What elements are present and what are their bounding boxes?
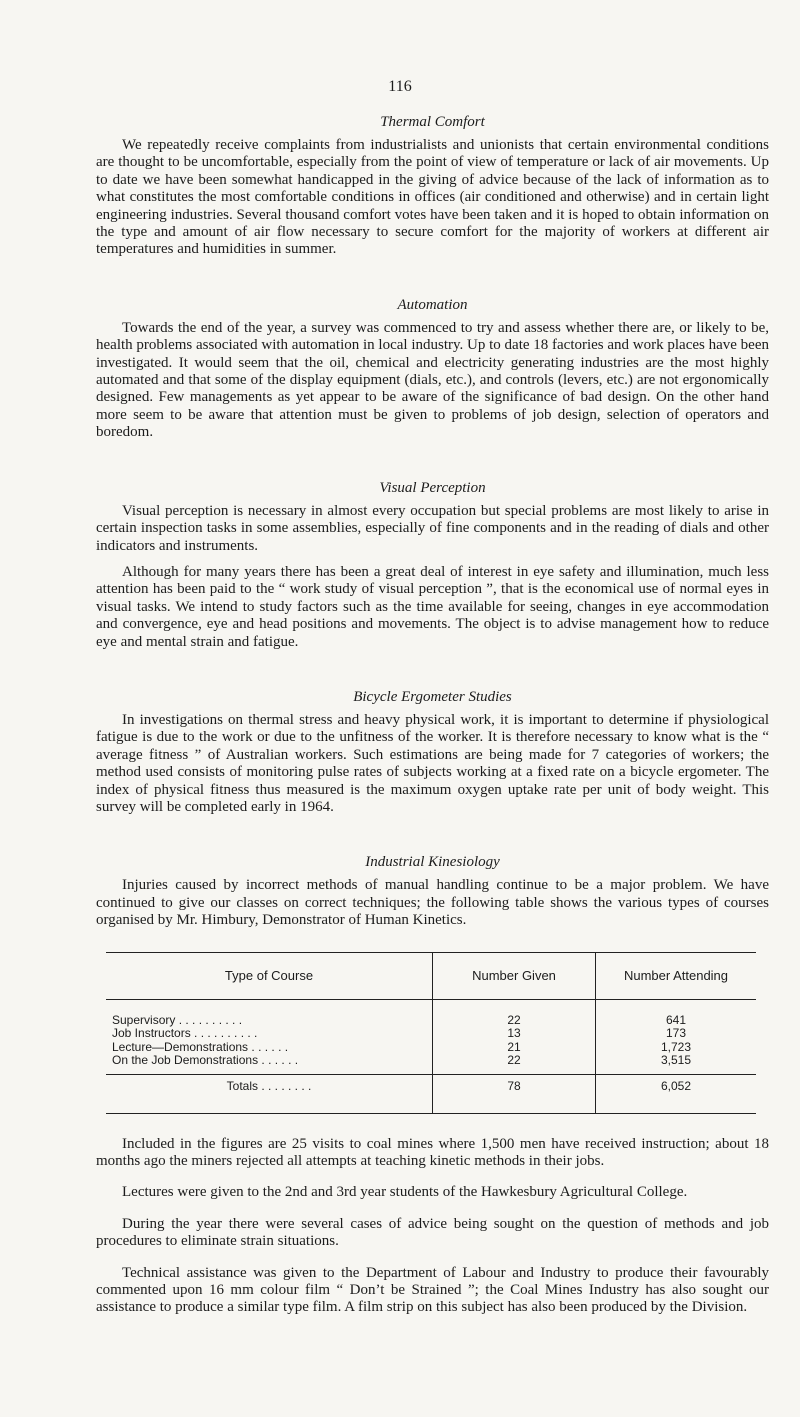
section-automation [96, 297, 769, 442]
table-row [106, 1041, 756, 1055]
table-totals-row [106, 1074, 756, 1113]
number-given: 22 [433, 999, 596, 1027]
table-header-row [106, 952, 756, 999]
header-type-of-course: Type of Course [106, 952, 433, 999]
paragraph: Visual perception is necessary in almost every occupation but special problems are most likely to arise in certain inspection tasks in some assemblies, especially of fine components and in the reading of dials and other indicators and instruments. [96, 502, 769, 554]
course-type: Supervisory . . . . . . . . . . [112, 1012, 243, 1027]
section-thermal-comfort [96, 114, 769, 259]
number-attending: 1,723 [660, 1039, 692, 1054]
number-attending: 641 [665, 1012, 687, 1027]
number-attending: 173 [665, 1026, 687, 1041]
number-given: 22 [433, 1054, 596, 1074]
header-number-attending: Number Attending [596, 952, 757, 999]
section-visual-perception [96, 480, 769, 651]
number-given: 13 [433, 1027, 596, 1041]
totals-given: 78 [433, 1074, 596, 1113]
paragraph: We repeatedly receive complaints from industrialists and unionists that certain environmental conditions are thought to be uncomfortable, especially from the point of view of temperature or lack of air movements. Up to date we have been somewhat handicapped in the giving of advice because of the lack of information as to what constitutes the most comfortable conditions in offices (air conditioned and otherwise) and in certain light engineering industries. Several thousand comfort votes have been taken and it is hoped to obtain information on the type and amount of air flow necessary to secure comfort for the majority of workers at different air temperatures and humidities in summer. [96, 137, 769, 258]
table-row [106, 999, 756, 1027]
paragraph: Injuries caused by incorrect methods of manual handling continue to be a major problem. We have continued to give our classes on correct techniques; the following table shows the various types of courses organised by Mr. Himbury, Demonstrator of Human Kinetics. [96, 877, 769, 929]
section-heading: Automation [397, 296, 468, 313]
paragraph: In investigations on thermal stress and heavy physical work, it is important to determine if physiological fatigue is due to the work or due to the unfitness of the worker. It is therefore necessary to know what is the “ average fitness ” of Australian workers. Such estimations are being made for 7 categories of workers; the method used consists of monitoring pulse rates of subjects working at a fixed rate on a bicycle ergometer. The index of physical fitness thus measured is the maximum oxygen uptake rate per unit of body weight. This survey will be completed early in 1964. [96, 711, 769, 815]
paragraph: Lectures were given to the 2nd and 3rd year students of the Hawkesbury Agricultural College. [122, 1184, 688, 1201]
paragraph: Towards the end of the year, a survey was commenced to try and assess whether there are, or likely to be, health problems associated with automation in local industry. Up to date 18 factories and work places have been investigated. It would seem that the oil, chemical and electricity generating industries are the most highly automated and that some of the display equipment (dials, etc.), and controls (levers, etc.) are not ergonomically designed. Few managements as yet appear to be aware of the significance of bad design. On the other hand more seem to be aware that attention must be given to problems of job design, selection of operators and boredom. [96, 319, 769, 441]
totals-label: Totals . . . . . . . . [106, 1074, 433, 1113]
page-content [96, 114, 769, 1317]
table-row [106, 1027, 756, 1041]
paragraph: Included in the figures are 25 visits to coal mines where 1,500 men have received instruction; about 18 months ago the miners rejected all attempts at teaching kinetic methods in their jobs. [96, 1135, 769, 1169]
course-type: On the Job Demonstrations . . . . . . [112, 1053, 299, 1068]
paragraph: During the year there were several cases of advice being sought on the question of methods and job procedures to eliminate strain situations. [96, 1215, 769, 1250]
table-row [106, 1054, 756, 1074]
section-industrial-kinesiology [96, 854, 769, 929]
section-heading: Thermal Comfort [380, 114, 485, 130]
totals-attending: 6,052 [596, 1074, 757, 1113]
section-heading: Industrial Kinesiology [365, 854, 500, 871]
paragraph: Technical assistance was given to the Department of Labour and Industry to produce their favourably commented upon 16 mm colour film “ Don’t be Strained ”; the Coal Mines Industry has also sought our assistance to produce a similar type film. A film strip on this subject has also been produced by the Division. [96, 1264, 769, 1316]
course-type: Lecture—Demonstrations . . . . . . [112, 1039, 289, 1054]
section-heading: Bicycle Ergometer Studies [353, 688, 512, 705]
section-heading: Visual Perception [379, 479, 486, 496]
page-number: 116 [388, 78, 412, 95]
number-attending: 3,515 [660, 1053, 692, 1068]
number-given: 21 [433, 1041, 596, 1055]
course-type: Job Instructors . . . . . . . . . . [112, 1026, 258, 1041]
courses-table [106, 952, 756, 1114]
paragraph: Although for many years there has been a great deal of interest in eye safety and illumination, much less attention has been paid to the “ work study of visual perception ”, that is the economical use of normal eyes in visual tasks. We intend to study factors such as the time available for seeing, changes in eye accommodation and convergence, eye and head positions and movements. The object is to advise management how to reduce eye and mental strain and fatigue. [96, 563, 769, 650]
section-bicycle-ergometer [96, 689, 769, 816]
closing-section [96, 1136, 769, 1317]
header-number-given: Number Given [433, 952, 596, 999]
